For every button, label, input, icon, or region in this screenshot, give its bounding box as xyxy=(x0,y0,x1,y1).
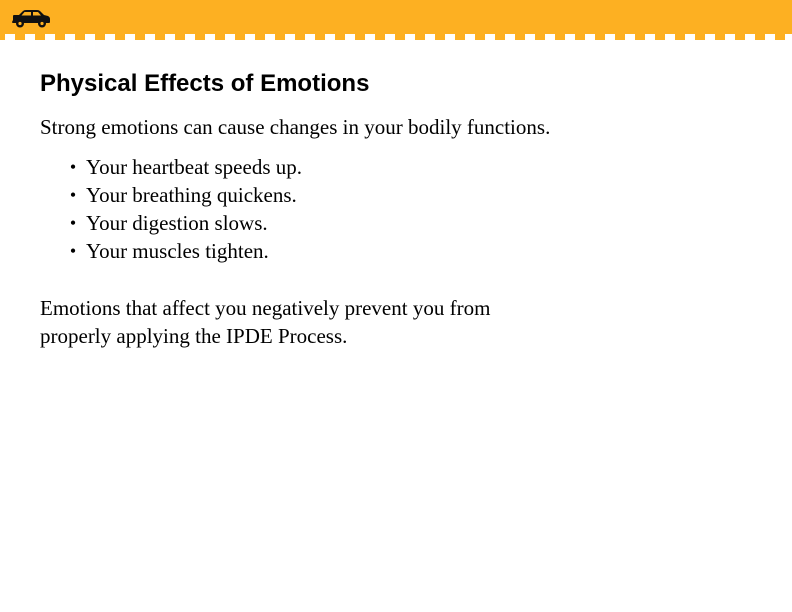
closing-text xyxy=(40,294,600,350)
bullet-icon: • xyxy=(69,213,77,233)
list-item-text: Your muscles tighten. xyxy=(86,239,269,263)
bullet-list xyxy=(66,153,302,265)
bullet-icon: • xyxy=(69,157,77,177)
list-item-text: Your digestion slows. xyxy=(86,211,268,235)
list-item xyxy=(66,153,302,181)
intro-text: Strong emotions can cause changes in your bodily functions. xyxy=(40,115,551,139)
list-item-text: Your heartbeat speeds up. xyxy=(86,155,302,179)
slide-title: Physical Effects of Emotions xyxy=(40,70,370,97)
list-item xyxy=(66,209,302,237)
list-item-text: Your breathing quickens. xyxy=(86,183,297,207)
closing-line-2: properly applying the IPDE Process. xyxy=(40,324,348,348)
header-band xyxy=(0,0,792,40)
list-item xyxy=(66,181,302,209)
header-band-shape xyxy=(0,0,792,40)
list-item xyxy=(66,237,302,265)
car-icon xyxy=(10,9,52,29)
bullet-icon: • xyxy=(69,185,77,205)
closing-line-1: Emotions that affect you negatively prevent you from xyxy=(40,296,491,320)
bullet-icon: • xyxy=(69,241,77,261)
